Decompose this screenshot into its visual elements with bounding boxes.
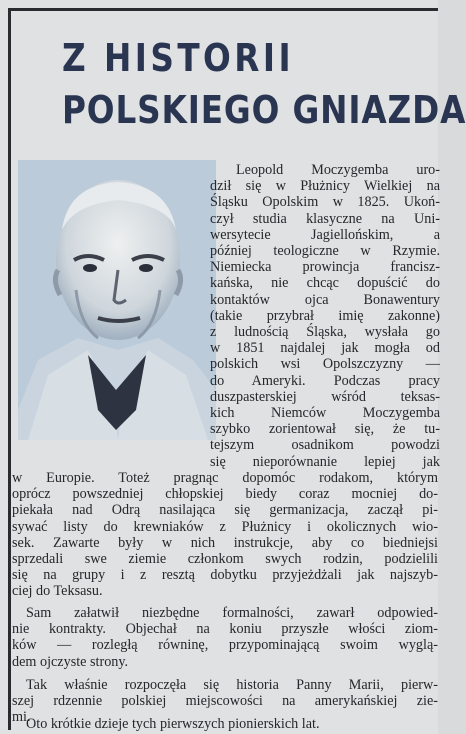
text-line: ków — rozległą równinę, przypominającą swoim wyglą- xyxy=(12,637,438,654)
text-line: ciej do Teksasu. xyxy=(12,583,103,600)
text-line: szej rdzennie polskiej miejscowości na amerykańskiej zie- xyxy=(12,693,438,710)
paragraph-4 xyxy=(12,716,438,732)
headline-line-2: POLSKIEGO GNIAZDA xyxy=(62,88,466,132)
text-line: się na grupy i z resztą dobytku przyjeżdżali jak najszyb- xyxy=(12,567,438,584)
text-line: później teologiczne w Rzymie. xyxy=(210,243,440,260)
portrait-photo xyxy=(18,160,216,440)
paragraph-1-right-column xyxy=(210,162,440,470)
text-line: Niemiecka prowincja francisz- xyxy=(210,259,440,276)
headline-line-1: Z HISTORII xyxy=(62,36,295,80)
text-line: dem ojczyste strony. xyxy=(12,653,129,670)
text-line: kańska, nie chcąc dopuścić do xyxy=(210,275,440,292)
text-line: (takie przybrał imię zakonne) xyxy=(210,307,440,324)
text-line: nie kontrakty. Objechał na koniu przyszłe włości ziom- xyxy=(12,621,438,638)
text-line: mi. xyxy=(12,709,31,726)
text-line: sywać listy do krewniaków z Płużnicy i okolicznych wio- xyxy=(12,518,438,535)
portrait-illustration xyxy=(18,160,216,440)
paragraph-2 xyxy=(12,605,438,670)
text-line: tejszym osadnikom powodzi xyxy=(210,437,440,454)
text-line: Sam załatwił niezbędne formalności, zawarł odpowied- xyxy=(26,605,438,621)
text-line: kich Niemców Moczygemba xyxy=(210,405,440,422)
text-line: szybko zorientował się, że tu- xyxy=(210,421,440,438)
text-line: w 1851 najdalej jak mogła od xyxy=(210,340,440,357)
text-line: się nieporównanie lepiej jak xyxy=(210,453,440,470)
text-line: do Ameryki. Podczas pracy xyxy=(210,372,440,389)
text-line: sek. Zawarte były w nich instrukcje, aby co biedniejsi xyxy=(12,534,438,551)
text-line: czył studia klasyczne na Uni- xyxy=(210,210,440,227)
article-headline xyxy=(62,36,466,136)
text-line: kontaktów ojca Bonawentury xyxy=(210,291,440,308)
text-line: oprócz powszedniej chłopskiej biedy coraz mocniej do- xyxy=(12,486,438,503)
text-line: polskich wsi Opolszczyzny — xyxy=(210,356,440,373)
text-line: dził się w Płużnicy Wielkiej na xyxy=(210,178,440,195)
text-line: Tak właśnie rozpoczęła się historia Panny Marii, pierw- xyxy=(26,677,438,693)
page-border-left xyxy=(8,8,11,730)
text-line: w Europie. Toteż pragnąc dopomóc rodakom, którym xyxy=(12,470,438,486)
page-border-top xyxy=(8,8,438,11)
text-line: duszpasterskiej wśród teksas- xyxy=(210,388,440,405)
text-line: z ludnością Śląska, wysłała go xyxy=(210,324,440,341)
text-line: Śląsku Opolskim w 1825. Ukoń- xyxy=(210,194,440,211)
text-line: Leopold Moczygemba uro- xyxy=(236,162,440,178)
text-line: wersytecie Jagiellońskim, a xyxy=(210,226,440,243)
text-line: sprzedali swe ziemie członkom swych rodzin, podzielili xyxy=(12,551,438,568)
text-line: piekała nad Odrą nasilająca się germanizacja, zaczął pi- xyxy=(12,502,438,519)
paragraph-1-continued xyxy=(12,470,438,600)
text-line: Oto krótkie dzieje tych pierwszych pionierskich lat. xyxy=(26,716,320,732)
